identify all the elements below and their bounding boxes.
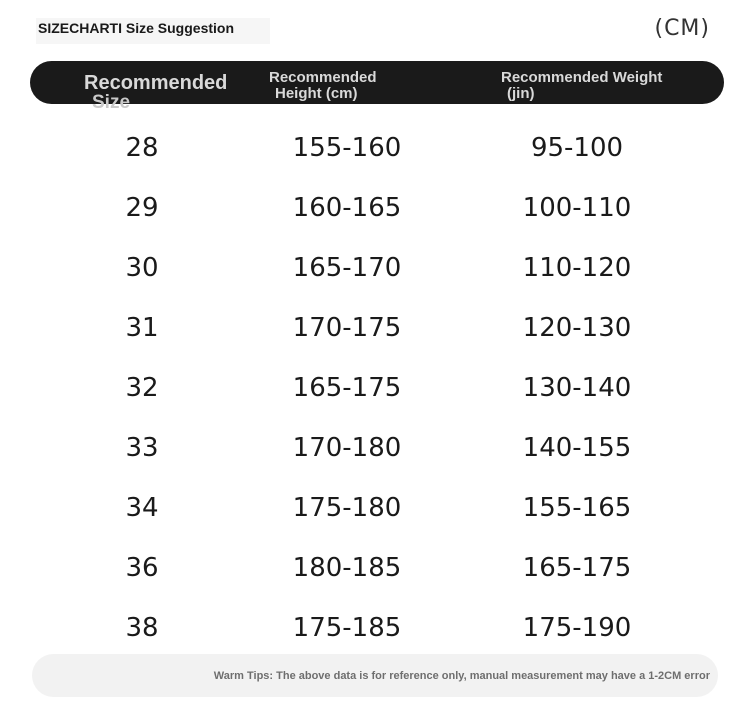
table-row bbox=[0, 539, 750, 599]
height-cell: 180-185 bbox=[292, 553, 402, 583]
weight-cell: 120-130 bbox=[522, 313, 632, 343]
table-row bbox=[0, 239, 750, 299]
height-cell: 170-175 bbox=[292, 313, 402, 343]
table-row bbox=[0, 419, 750, 479]
table-row bbox=[0, 119, 750, 179]
table-row bbox=[0, 299, 750, 359]
height-cell: 155-160 bbox=[292, 133, 402, 163]
header-height-line2: Height (cm) bbox=[275, 85, 358, 102]
weight-cell: 100-110 bbox=[522, 193, 632, 223]
height-cell: 175-185 bbox=[292, 613, 402, 643]
size-cell: 31 bbox=[125, 313, 159, 343]
size-cell: 29 bbox=[125, 193, 159, 223]
size-cell: 36 bbox=[125, 553, 159, 583]
height-cell: 175-180 bbox=[292, 493, 402, 523]
weight-cell: 130-140 bbox=[522, 373, 632, 403]
size-cell: 38 bbox=[125, 613, 159, 643]
header-recommended-size bbox=[84, 73, 264, 112]
weight-cell: 140-155 bbox=[522, 433, 632, 463]
weight-cell: 110-120 bbox=[522, 253, 632, 283]
size-cell: 32 bbox=[125, 373, 159, 403]
size-cell: 30 bbox=[125, 253, 159, 283]
height-cell: 160-165 bbox=[292, 193, 402, 223]
table-row bbox=[0, 479, 750, 539]
table-row bbox=[0, 359, 750, 419]
size-cell: 34 bbox=[125, 493, 159, 523]
header-size-line1: Recommended bbox=[84, 72, 228, 94]
size-table-body bbox=[0, 119, 750, 659]
size-cell: 28 bbox=[125, 133, 159, 163]
weight-cell: 155-165 bbox=[522, 493, 632, 523]
header-recommended-weight bbox=[501, 70, 721, 101]
table-row bbox=[0, 179, 750, 239]
height-cell: 170-180 bbox=[292, 433, 402, 463]
weight-cell: 165-175 bbox=[522, 553, 632, 583]
size-cell: 33 bbox=[125, 433, 159, 463]
weight-cell: 95-100 bbox=[530, 133, 624, 163]
header-height-line1: Recommended bbox=[269, 69, 377, 86]
page-title: SIZECHARTI Size Suggestion bbox=[36, 18, 270, 44]
header-weight-line2: (jin) bbox=[507, 85, 535, 102]
unit-label: (CM) bbox=[654, 16, 710, 41]
warm-tips-text: Warm Tips: The above data is for reference only, manual measurement may have a 1-2CM error bbox=[213, 670, 710, 682]
warm-tips-box bbox=[32, 654, 718, 697]
header-recommended-height bbox=[269, 70, 469, 101]
height-cell: 165-170 bbox=[292, 253, 402, 283]
weight-cell: 175-190 bbox=[522, 613, 632, 643]
height-cell: 165-175 bbox=[292, 373, 402, 403]
table-row bbox=[0, 599, 750, 659]
header-weight-line1: Recommended Weight bbox=[501, 69, 663, 86]
header-size-line2: Size bbox=[92, 92, 131, 113]
